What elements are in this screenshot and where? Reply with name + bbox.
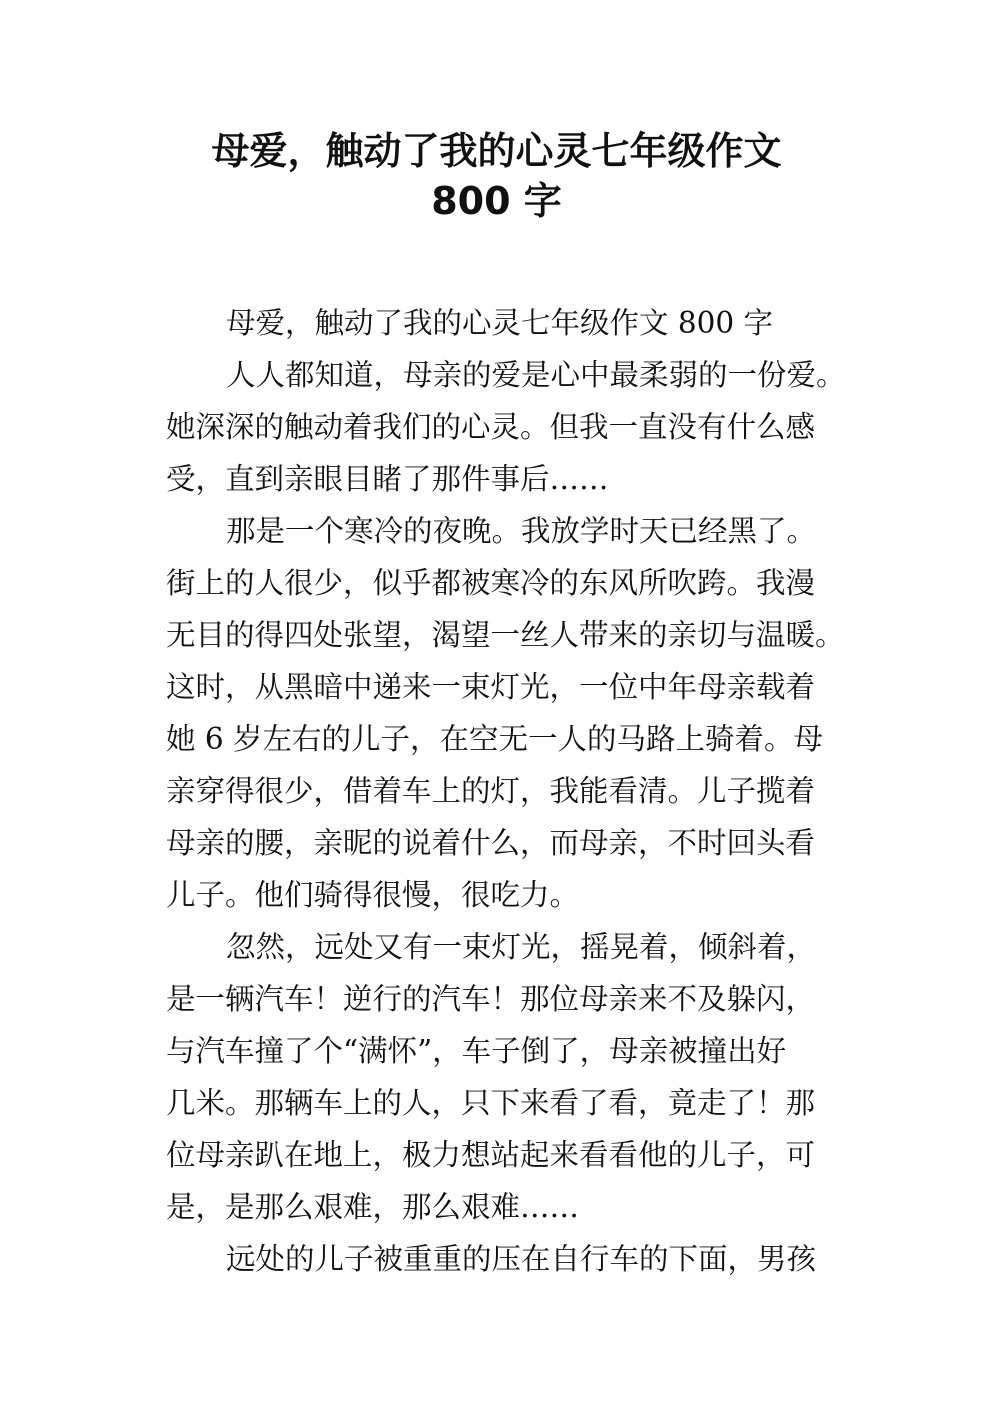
body-text-line: 她 6 岁左右的儿子，在空无一人的马路上骑着。母 (166, 722, 824, 756)
body-text-line: 是一辆汽车！逆行的汽车！那位母亲来不及躲闪， (166, 982, 816, 1016)
document-body (166, 297, 866, 1285)
body-text-line: 那是一个寒冷的夜晚。我放学时天已经黑了。 (226, 514, 817, 548)
body-text-line: 受，直到亲眼目睹了那件事后…… (166, 462, 609, 496)
body-text-line: 忽然，远处又有一束灯光，摇晃着，倾斜着， (226, 930, 817, 964)
document-title-line-2: 800 字 (431, 179, 562, 223)
body-text-line: 街上的人很少，似乎都被寒冷的东风所吹跨。我漫 (166, 566, 816, 600)
body-text-line: 无目的得四处张望，渴望一丝人带来的亲切与温暖。 (166, 618, 845, 652)
body-text-line: 远处的儿子被重重的压在自行车的下面，男孩 (226, 1242, 817, 1276)
body-text-line: 几米。那辆车上的人，只下来看了看，竟走了！那 (166, 1086, 816, 1120)
body-text-line: 儿子。他们骑得很慢，很吃力。 (166, 878, 580, 912)
body-text-line: 母爱，触动了我的心灵七年级作文 800 字 (226, 306, 774, 340)
body-text-line: 母亲的腰，亲昵的说着什么，而母亲，不时回头看 (166, 826, 816, 860)
document-title-line-1: 母爱，触动了我的心灵七年级作文 (211, 129, 782, 173)
body-text-line: 这时，从黑暗中递来一束灯光，一位中年母亲载着 (166, 670, 816, 704)
body-text-line: 她深深的触动着我们的心灵。但我一直没有什么感 (166, 410, 816, 444)
body-text-line: 位母亲趴在地上，极力想站起来看看他的儿子，可 (166, 1138, 816, 1172)
body-text-line: 亲穿得很少，借着车上的灯，我能看清。儿子揽着 (166, 774, 816, 808)
body-text-line: 人人都知道，母亲的爱是心中最柔弱的一份爱。 (226, 358, 846, 392)
body-text-line: 是，是那么艰难，那么艰难…… (166, 1190, 580, 1224)
body-text-line: 与汽车撞了个“满怀”，车子倒了，母亲被撞出好 (166, 1034, 787, 1068)
